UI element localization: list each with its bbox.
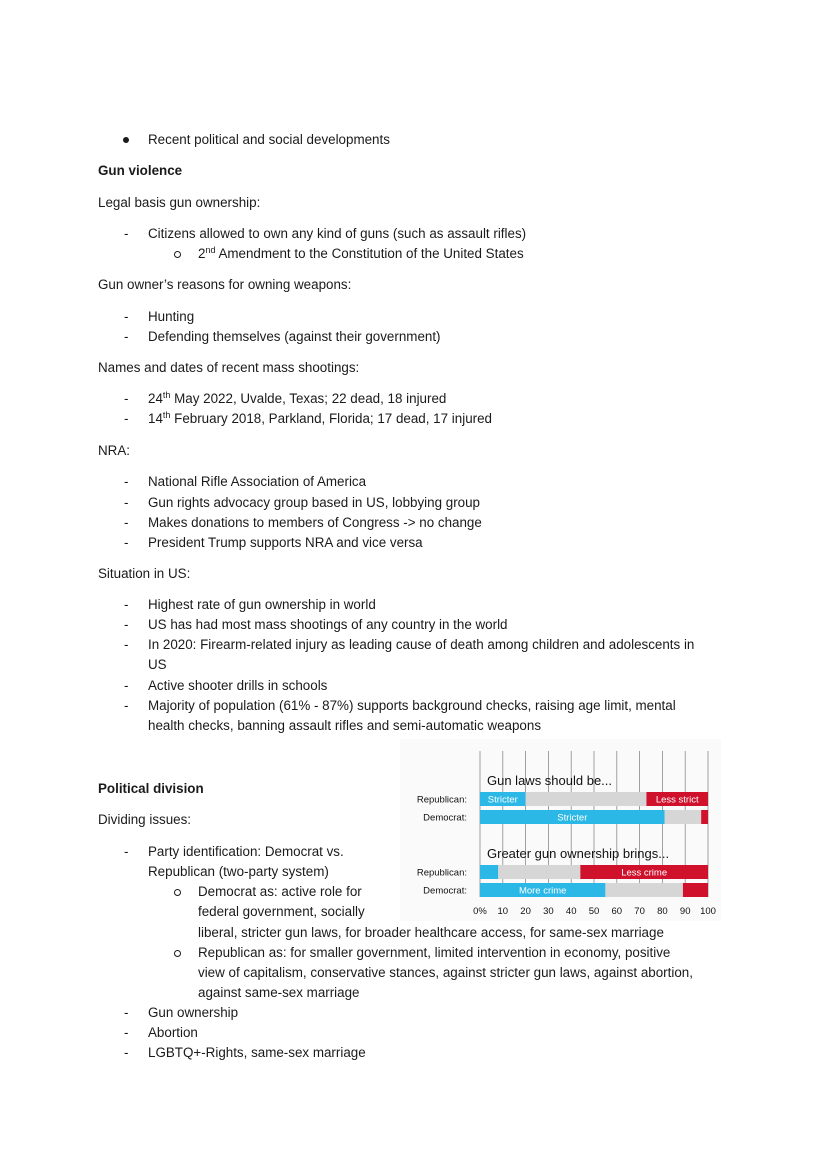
democrat-line1: Democrat as: active role for [198,884,362,899]
dash-bullet: - [124,329,129,344]
dividing-issues-label: Dividing issues: [98,812,192,827]
chart-tick-label: 80 [657,906,668,917]
chart-bar-segment [701,810,708,824]
shooting-day-suffix: th [162,410,171,420]
dash-bullet: - [124,617,129,632]
reasons-label: Gun owner’s reasons for owning weapons: [98,277,352,292]
chart-tick-label: 100 [700,906,716,917]
dash-bullet: - [124,637,129,652]
situation-item-continued: US [148,657,167,672]
dash-bullet: - [124,597,129,612]
amendment-item [198,246,524,262]
bullet-dot [123,137,129,143]
chart-segment-label: Stricter [487,794,518,806]
chart-bar-segment [498,865,580,879]
nra-item: Gun rights advocacy group based in US, lobbying group [148,495,480,510]
democrat-line3: liberal, stricter gun laws, for broader healthcare access, for same-sex marriage [198,925,664,940]
situation-item: Highest rate of gun ownership in world [148,597,376,612]
chart-tick-label: 60 [611,906,623,917]
dash-bullet: - [124,1045,129,1060]
issue-item: Gun ownership [148,1005,239,1020]
chart-segment-label: Stricter [557,812,588,824]
amendment-ordinal: 2 [198,246,206,261]
chart-svg [400,739,721,921]
shootings-label: Names and dates of recent mass shootings: [98,360,360,375]
dash-bullet: - [124,1005,129,1020]
chart-group-title: Greater gun ownership brings... [487,846,670,861]
situation-label: Situation in US: [98,566,191,581]
nra-label: NRA: [98,443,130,458]
party-item-line1: Party identification: Democrat vs. [148,844,344,859]
dash-bullet: - [124,411,129,426]
dash-bullet: - [124,391,129,406]
republican-line2: view of capitalism, conservative stances, against stricter gun laws, against abortion, [198,965,693,980]
shooting-day-suffix: th [162,390,171,400]
chart-tick-label: 30 [543,906,554,917]
shooting-day: 24 [148,391,163,406]
dash-bullet: - [124,474,129,489]
chart-bar-segment [665,810,701,824]
shooting-text: May 2022, Uvalde, Texas; 22 dead, 18 injured [170,391,447,406]
chart-bar-segment [526,792,647,806]
shooting-text: February 2018, Parkland, Florida; 17 dead, 17 injured [170,411,492,426]
chart-tick-label: 10 [497,906,509,917]
republican-line3: against same-sex marriage [198,985,360,1000]
chart-tick-label: 40 [565,906,577,917]
heading-political-division: Political division [98,781,204,796]
dash-bullet: - [124,309,129,324]
chart-category-label: Republican: [416,794,467,806]
dash-bullet: - [124,495,129,510]
nra-item: President Trump supports NRA and vice versa [148,535,423,550]
republican-line1: Republican as: for smaller government, limited intervention in economy, positive [198,945,671,960]
heading-gun-violence: Gun violence [98,163,183,178]
chart-tick-label: 50 [588,906,600,917]
dash-bullet: - [124,698,129,713]
chart-tick-label: 70 [634,906,645,917]
chart-bar-segment [480,865,498,879]
amendment-text: Amendment to the Constitution of the United States [215,246,524,261]
chart-category-label: Republican: [416,867,467,879]
dash-bullet: - [124,515,129,530]
issue-item: Abortion [148,1025,198,1040]
amendment-ordinal-suffix: nd [205,245,216,255]
situation-item: US has had most mass shootings of any country in the world [148,617,508,632]
reason-item: Hunting [148,309,195,324]
chart-group-title: Gun laws should be... [487,773,613,788]
gun-opinion-chart [400,739,721,921]
shooting-item [148,391,446,407]
dash-bullet: - [124,1025,129,1040]
chart-tick-label: 90 [679,906,691,917]
circle-bullet [174,950,181,957]
circle-bullet [174,251,181,258]
situation-item: Active shooter drills in schools [148,678,328,693]
reason-item: Defending themselves (against their government) [148,329,441,344]
intro-bullet-text: Recent political and social developments [148,132,390,147]
chart-tick-label: 20 [520,906,531,917]
chart-category-label: Democrat: [423,812,467,824]
chart-bar-segment [605,883,683,897]
situation-item: In 2020: Firearm-related injury as leading cause of death among children and adolescents in [148,637,695,652]
party-item-line2: Republican (two-party system) [148,864,329,879]
legal-basis-label: Legal basis gun ownership: [98,195,261,210]
nra-item: National Rifle Association of America [148,474,367,489]
chart-segment-label: More crime [518,885,567,897]
nra-item: Makes donations to members of Congress -> no change [148,515,482,530]
shooting-day: 14 [148,411,163,426]
chart-tick-label: 0% [473,906,487,917]
situation-item-continued: health checks, banning assault rifles and semi-automatic weapons [148,718,542,733]
shooting-item [148,411,492,427]
legal-basis-item: Citizens allowed to own any kind of guns (such as assault rifles) [148,226,527,241]
dash-bullet: - [124,678,129,693]
dash-bullet: - [124,226,129,241]
situation-item: Majority of population (61% - 87%) supports background checks, raising age limit, mental [148,698,676,713]
dash-bullet: - [124,844,129,859]
chart-segment-label: Less strict [655,794,699,806]
issue-item: LGBTQ+-Rights, same-sex marriage [148,1045,366,1060]
dash-bullet: - [124,535,129,550]
chart-bar-segment [683,883,708,897]
circle-bullet [174,889,181,896]
chart-segment-label: Less crime [621,867,668,879]
chart-category-label: Democrat: [423,885,467,897]
democrat-line2: federal government, socially [198,904,365,919]
